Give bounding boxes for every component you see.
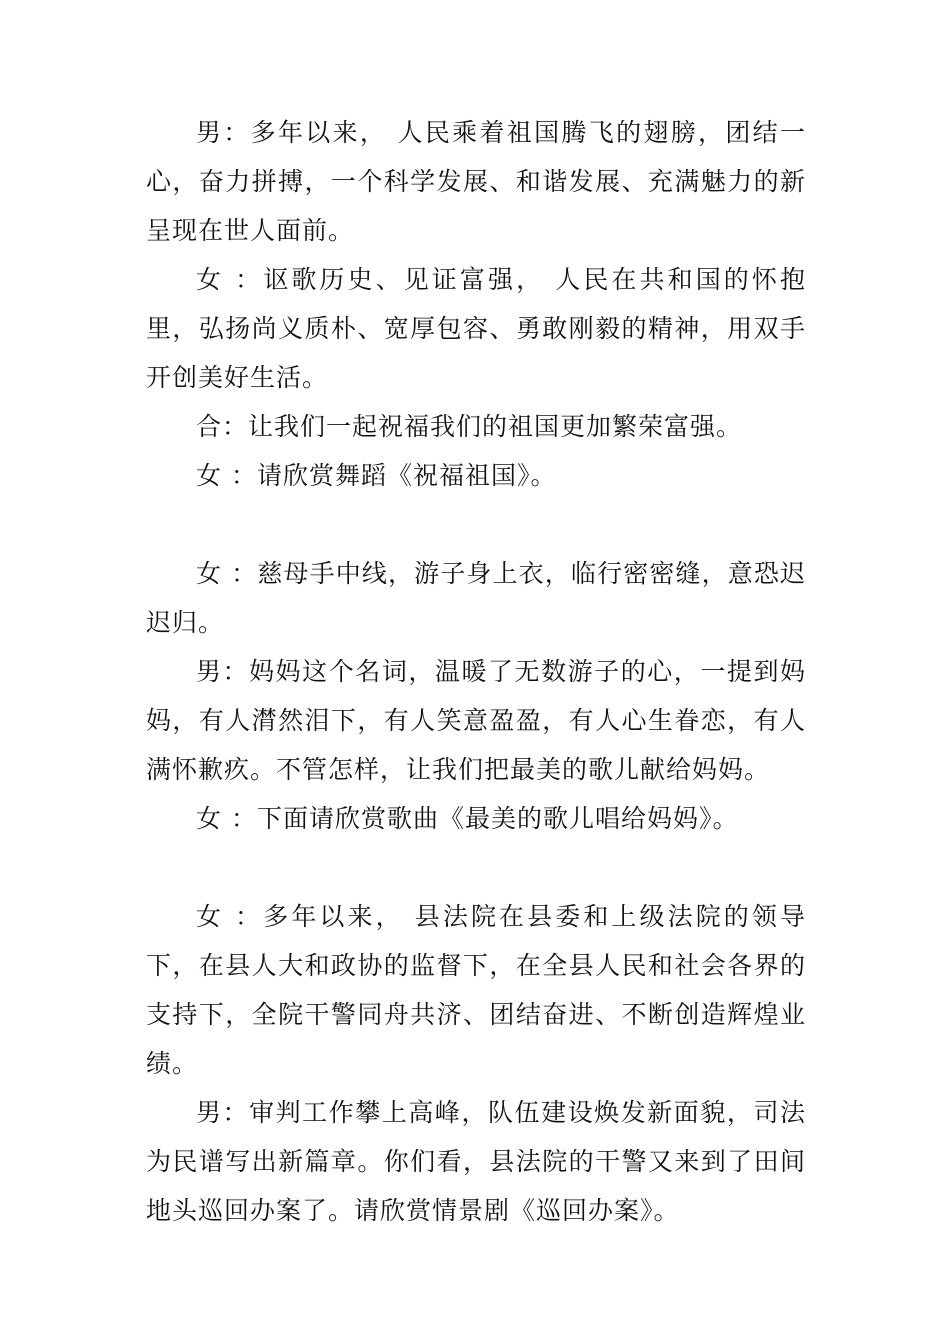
paragraph-female-3: 女 ：慈母手中线，游子身上衣，临行密密缝，意恐迟迟归。 <box>146 559 806 637</box>
paragraph-male-2: 男：妈妈这个名词，温暖了无数游子的心，一提到妈妈，有人潸然泪下，有人笑意盈盈，有人心生眷恋，有人满怀歉疚。不管怎样，让我们把最美的歌儿献给妈妈。 <box>146 657 806 784</box>
paragraph-female-2: 女 ：请欣赏舞蹈《祝福祖国》。 <box>196 461 557 490</box>
paragraph-male-3: 男：审判工作攀上高峰，队伍建设焕发新面貌，司法为民谱写出新篇章。你们看，县法院的干警又来到了田间地头巡回办案了。请欣赏情景剧《巡回办案》。 <box>146 1098 806 1225</box>
section-gap-2 <box>146 843 806 892</box>
paragraph-male-1: 男：多年以来， 人民乘着祖国腾飞的翅膀，团结一心，奋力拼搏，一个科学发展、和谐发展、充满魅力的新 呈现在世人面前。 <box>146 118 806 245</box>
paragraph-female-5: 女 ：多年以来， 县法院在县委和上级法院的领导下，在县人大和政协的监督下，在全县人民和社会各界的支持下，全院干警同舟共济、团结奋进、不断创造辉煌业绩。 <box>146 902 806 1078</box>
paragraph-female-4: 女 ：下面请欣赏歌曲《最美的歌儿唱给妈妈》。 <box>196 804 739 833</box>
script-text <box>146 108 806 1235</box>
paragraph-female-1: 女 ：讴歌历史、见证富强， 人民在共和国的怀抱里，弘扬尚义质朴、宽厚包容、勇敢刚毅的精神，用双手开创美好生活。 <box>146 265 806 392</box>
section-gap-1 <box>146 500 806 549</box>
paragraph-together: 合：让我们一起祝福我们的祖国更加繁荣富强。 <box>196 412 743 441</box>
